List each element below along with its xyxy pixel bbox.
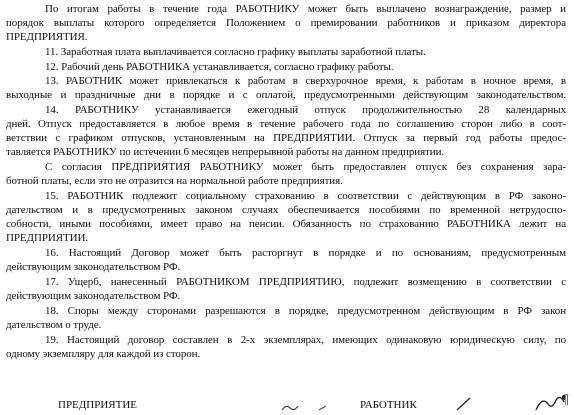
text-line: 14. РАБОТНИКУ устанавливается ежегодный отпуск продолжительностью 28 календарных	[45, 104, 566, 116]
signature-scribble-icon	[534, 392, 570, 414]
text-line: 19. Настоящий договор составлен в 2-х экземплярах, имеющих одинаковую юридическую силу, по	[45, 334, 566, 346]
signature-mark-icon	[318, 404, 328, 412]
text-line: дательством и в предусмотренных законом случаях обеспечивается пособиями по временной нетрудоспо-	[6, 204, 566, 216]
text-line: ПРЕДПРИЯТИЯ.	[6, 31, 88, 43]
text-line: 16. Настоящий Договор может быть расторгнут в порядке и по основаниям, предусмотренным	[45, 247, 566, 259]
text-line: ветствии с графиком отпусков, установленным на ПРЕДПРИЯТИИ. Отпуск за первый год работы предос-	[6, 132, 566, 144]
text-line: 15. РАБОТНИК подлежит социальному страхованию в соответствии с действующим в РФ законо-	[45, 190, 566, 202]
signature-mark-icon	[280, 402, 300, 412]
text-line: 13. РАБОТНИК может привлекаться к работам в сверхурочное время, к работам в ночное время, в	[45, 75, 566, 87]
text-line: собности, иными пособиями, имеет право на пенсии. Обязанность по страхованию РАБОТНИКА лежит на	[6, 218, 566, 230]
text-line: С согласия ПРЕДПРИЯТИЯ РАБОТНИКУ может быть предоставлен отпуск без сохранения зара-	[45, 161, 566, 173]
text-line: 17. Ущерб, нанесенный РАБОТНИКОМ ПРЕДПРИЯТИЮ, подлежит возмещению в соответствии с	[45, 276, 566, 288]
text-line: ПРЕДПРИЯТИИ.	[6, 232, 89, 244]
text-line: тавляется РАБОТНИКУ по истечении 6 месяцев непрерывной работы на данном предприятии.	[6, 146, 445, 158]
text-line: По итогам работы в течение года РАБОТНИКУ может быть выплачено вознаграждение, размер и	[45, 3, 566, 15]
text-line: 12. Рабочий день РАБОТНИКА устанавливается, согласно графику работы.	[45, 61, 394, 73]
text-line: действующим законодательством РФ.	[6, 290, 181, 302]
text-line: 11. Заработная плата выплачивается согласно графику выплаты заработной платы.	[45, 46, 426, 58]
text-line: одному экземпляру для каждой из сторон.	[6, 348, 201, 360]
text-line: дней. Отпуск предоставляется в любое время в течение рабочего года по соглашению сторон либо в соот-	[6, 118, 566, 130]
signature-label-enterprise: ПРЕДПРИЯТИЕ	[58, 399, 138, 411]
svg-text:¶: ¶	[561, 393, 570, 408]
signature-mark-icon	[455, 396, 473, 412]
signature-label-employee: РАБОТНИК	[360, 399, 417, 411]
text-line: выходные и праздничные дни в порядке и с оплатой, предусмотренными действующим законодательством.	[6, 89, 566, 101]
text-line: дательством о труде.	[6, 319, 102, 331]
text-line: 18. Споры между сторонами разрешаются в порядке, предусмотренном действующим в РФ закон	[45, 305, 566, 317]
text-line: порядок выплаты которого определяется Положением о премировании работников и приказом директора	[6, 17, 566, 29]
text-line: ботной платы, если это не отразится на нормальной работе предприятия.	[6, 175, 343, 187]
text-line: действующим законодательством РФ.	[6, 261, 181, 273]
